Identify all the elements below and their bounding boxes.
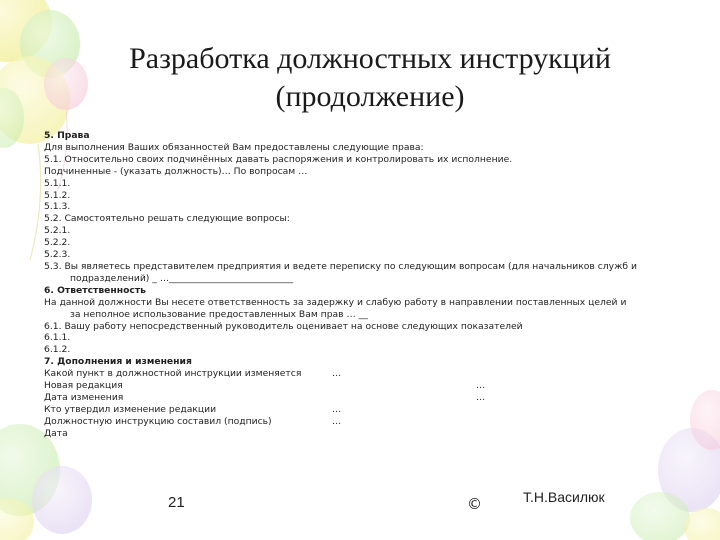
text-line: 5.1.2. [44, 189, 71, 201]
text-line: Подчиненные - (указать должность)… По вопросам … [44, 165, 308, 177]
change-row-value: … [476, 380, 486, 392]
change-row-label: Дата [44, 427, 68, 439]
instruction-text [44, 130, 684, 439]
change-row-value: … [332, 415, 342, 427]
change-row-label: Должностную инструкцию составил (подпись) [44, 415, 272, 427]
title-line-1: Разработка должностных инструкций [129, 42, 611, 75]
text-line: 6.1.1. [44, 332, 71, 344]
text-line: 5.1.3. [44, 201, 71, 213]
change-row-label: Новая редакция [44, 380, 123, 392]
text-line: На данной должности Вы несете ответственность за задержку и слабую работу в направлении поставленных целей и [44, 296, 627, 308]
text-line: 5.2.3. [44, 249, 71, 261]
author-name: Т.Н.Василюк [523, 489, 605, 505]
text-line: 5.2.1. [44, 225, 71, 237]
copyright-icon: © [467, 495, 482, 513]
page-number: 21 [168, 494, 185, 511]
text-line: 5.2. Самостоятельно решать следующие вопросы: [44, 213, 290, 225]
change-row-value: … [332, 368, 342, 380]
change-row-value: … [476, 391, 486, 403]
change-row [44, 404, 684, 416]
text-line: 5.2.2. [44, 237, 71, 249]
text-line: 5.3. Вы являетесь представителем предприятия и ведете переписку по следующим вопросам (для начальников служб и [44, 260, 637, 272]
change-row [44, 380, 684, 392]
section-heading: 5. Права [44, 130, 90, 141]
change-row [44, 428, 684, 440]
change-row [44, 392, 684, 404]
text-line: подразделений) _ …___________________________ [70, 272, 294, 284]
section-heading: 6. Ответственность [44, 284, 146, 296]
change-row [44, 416, 684, 428]
slide-title [60, 40, 680, 116]
change-row-label: Кто утвердил изменение редакции [44, 403, 217, 415]
text-line: 6.1.2. [44, 344, 71, 356]
text-line: Для выполнения Ваших обязанностей Вам предоставлены следующие права: [44, 141, 424, 153]
change-row-label: Какой пункт в должностной инструкции изменяется [44, 368, 302, 380]
text-line: 5.1. Относительно своих подчинённых давать распоряжения и контролировать их исполнение. [44, 153, 513, 165]
text-line: 5.1.1. [44, 177, 71, 189]
change-row-value: … [332, 403, 342, 415]
text-line: 6.1. Вашу работу непосредственный руководитель оценивает на основе следующих показателей [44, 320, 523, 332]
title-line-2: (продолжение) [275, 80, 465, 113]
change-row-label: Дата изменения [44, 391, 124, 403]
change-row [44, 368, 684, 380]
section-heading: 7. Дополнения и изменения [44, 356, 192, 368]
text-line: за неполное использование предоставленных Вам прав … __ [70, 308, 368, 320]
